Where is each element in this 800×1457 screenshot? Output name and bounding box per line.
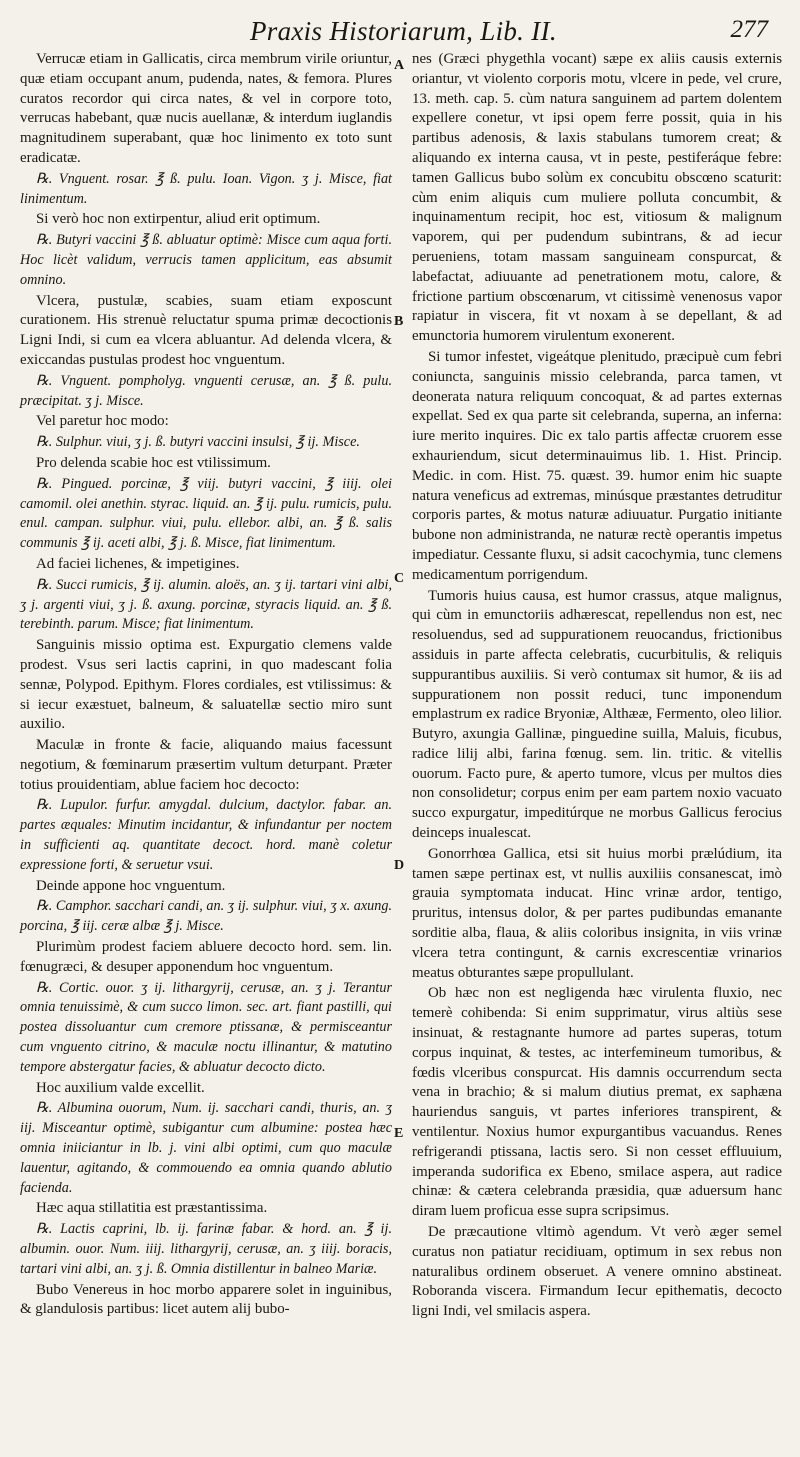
recipe-paragraph: ℞. Albumina ouorum, Num. ij. sacchari candi, thuris, an. ʒ iij. Misceantur optimè, subigantur cum albumine: postea hæc omnia iniiciantur in lb. j. vini albi optimi, cum quo maculæ lauentur, agitando, & commouendo ea omnia quando ablutio facienda. — [20, 1100, 392, 1196]
text-paragraph: Pro delenda scabie hoc est vtilissimum. — [36, 454, 271, 471]
margin-letter-b: B — [394, 314, 404, 329]
left-column — [20, 50, 392, 1321]
recipe-paragraph: ℞. Vnguent. pompholyg. vnguenti cerusæ, an. ℥ ß. pulu. præcipitat. ʒ j. Misce. — [20, 372, 392, 409]
recipe-paragraph: ℞. Sulphur. viui, ʒ j. ß. butyri vaccini insulsi, ℥ ij. Misce. — [36, 434, 360, 451]
page-number: 277 — [730, 16, 768, 43]
text-paragraph: Verrucæ etiam in Gallicatis, circa membrum virile oriuntur, quæ etiam occupant anum, pudenda, nates, & femora. Plures curatos recordor qui circa nates, & vel in corpore toto, verrucas habebant, quæ nucis auellanæ, & interdum iuglandis magnitudinem superabant, quæ hoc linimento ex toto sunt eradicatæ. — [20, 51, 392, 166]
page-header — [0, 10, 800, 46]
recipe-paragraph: ℞. Cortic. ouor. ʒ ij. lithargyrij, cerusæ, an. ʒ j. Terantur omnia tenuissimè, & cum succo limon. sec. art. fiant pastilli, qui postea dissoluantur cum cremore ptissanæ, & permisceantur cum vnguento citrino, & maculæ noctu illinantur, & matutino tempore abstergatur facies, & abluatur decocto dicto. — [20, 979, 392, 1075]
right-column — [412, 50, 782, 1323]
text-paragraph: Si tumor infestet, vigeátque plenitudo, præcipuè cum febri coniuncta, sanguinis missio celebranda, parca tamen, vt deonerata natura reliquum concoquat, & ad partes externas expellat. Sed ex qua parte sit celebranda, superna, an inferna: iure merito inquires. Dic ex talo partis affectæ cruorem esse exhauriendum, sicut determinauimus lib. 1. Hist. Princip. Medic. in com. Hist. 75. quæst. 39. humor enim hic suapte natura veneficus ad extremas, minúsque præstantes detruditur corporis partes, & motus naturæ adiuuatur. Purgatio initiante bubone non administranda, ne naturæ rectè operantis impetus impediatur. Cessante fluxu, si adsit cacochymia, tunc clemens medicamentum porrigendum. — [412, 348, 782, 583]
text-paragraph: De præcautione vltimò agendum. Vt verò æger semel curatus non patiatur recidiuam, optimum in sex rebus non naturalibus ordinem obseruet. A venere omnino abstineat. Roboranda viscera. Firmandum Iecur epithematis, decocto ligni Indi, vel smilacis aspera. — [412, 1224, 782, 1320]
text-paragraph: Sanguinis missio optima est. Expurgatio clemens valde prodest. Vsus seri lactis caprini, in quo madescant folia sennæ, Polypod. Epithym. Flores cordiales, est vtilissimus: & si iecur exæstuet, balneum, & saluatellæ sectio miro sunt auxilio. — [20, 637, 392, 733]
text-paragraph: Vel paretur hoc modo: — [36, 413, 169, 430]
recipe-paragraph: ℞. Camphor. sacchari candi, an. ʒ ij. sulphur. viui, ʒ x. axung. porcina, ℥ iij. ceræ albæ ℥ j. Misce. — [20, 898, 392, 935]
text-paragraph: Deinde appone hoc vnguentum. — [36, 877, 226, 894]
text-paragraph: Hæc aqua stillatitia est præstantissima. — [36, 1200, 268, 1217]
recipe-paragraph: ℞. Pingued. porcinæ, ℥ viij. butyri vaccini, ℥ iiij. olei camomil. olei anethin. styrac. liquid. an. ℥ ij. pulu. rumicis, pulu. enul. campan. sulphur. viui, pulu. ellebor. albi, an. ℥ ß. salis communis ℥ ij. aceti albi, ℥ j. ß. Misce, fiat linimentum. — [20, 475, 392, 552]
recipe-paragraph: ℞. Vnguent. rosar. ℥ ß. pulu. Ioan. Vigon. ʒ j. Misce, fiat linimentum. — [20, 170, 392, 207]
margin-letter-d: D — [394, 858, 405, 873]
text-paragraph: Gonorrhœa Gallica, etsi sit huius morbi prælúdium, ita tamen sæpe pertinax est, vt nullis auxiliis consanescat, imò grauia symptomata inducat. Hinc vrinæ ardor, tentigo, pruritus, intensus dolor, & per partes pudibundas emanante sorditie alba, flaua, & aliis coloribus insignita, in viis vrinæ vlcera tetra contingunt, & carnis excrescentiæ vrinarios meatus obturantes sæpe propullulant. — [412, 845, 782, 981]
margin-letter-e: E — [394, 1126, 404, 1141]
text-paragraph: Plurimùm prodest faciem abluere decocto hord. sem. lin. fœnugræci, & desuper apponendum hoc vnguentum. — [20, 939, 392, 975]
recipe-paragraph: ℞. Succi rumicis, ℥ ij. alumin. aloës, an. ʒ ij. tartari vini albi, ʒ j. argenti viui, ʒ j. ß. axung. porcinæ, styracis liquid. an. ℥ ß. terebinth. parum. Misce; fiat linimentum. — [20, 576, 392, 633]
text-paragraph: Si verò hoc non extirpentur, aliud erit optimum. — [36, 211, 321, 228]
text-paragraph: Vlcera, pustulæ, scabies, suam etiam exposcunt curationem. His strenuè reluctatur spuma primæ decoctionis Ligni Indi, si cum ea vlcera abluantur. Ad delenda vlcera, & exiccandas pustulas prodest hoc vnguentum. — [20, 292, 392, 368]
running-head: Praxis Historiarum, Lib. II. — [250, 16, 557, 46]
recipe-paragraph: ℞. Lactis caprini, lb. ij. farinæ fabar. & hord. an. ℥ ij. albumin. ouor. Num. iiij. lithargyrij, cerusæ, an. ʒ iiij. boracis, tartari vini albi, an. ʒ j. ß. Omnia distillentur in balneo Mariæ. — [20, 1221, 392, 1277]
text-paragraph: nes (Græci phygethla vocant) sæpe ex aliis causis externis oriantur, vt violento corporis motu, vlcere in pede, vel crure, 13. meth. cap. 5. cùm natura sanguinem ad partem dolentem expellere conetur, vt ipsi opem ferre possit, quia in his partibus adenosis, & laxis stabulans tumorem creat; & aliquando ex interna causa, vt in peste, pestiferáque febre: tamen Gallicus bubo solùm ex concubitu obscœno scaturit: cùm enim aliquis cum muliere polluta concumbit, & inquinamentum recipit, hoc est, vitiosum & malignum vaporem, qui per pudendum subintrans, & ad iecur perueniens, totam massam sanguineam conspurcat, & labefactat, adiuuante ad penetrationem motu, calore, & frictione partium obscœnarum, vt citissimè venenosus vapor rapiatur in viscera, fit vt noxam à se depellant, & ad emunctoria humorem virulentum exonerent. — [412, 51, 782, 345]
margin-letter-a: A — [394, 58, 405, 73]
text-paragraph: Ad faciei lichenes, & impetigines. — [36, 555, 240, 572]
text-paragraph: Tumoris huius causa, est humor crassus, atque malignus, qui cùm in emunctoriis adhærescat, repellendus non est, nec resoluendus, sed ad suppurationem reuocandus, frictionibus assiduis in parte affecta celebratis, cucurbitulis, & reliquis suppurantibus auxiliis. Si verò contumax sit humor, & iis ad suppurationem non possit reduci, tunc imponendum emplastrum ex radice Bryoniæ, Althææ, Fermento, oleo lilior. Butyro, axungia Gallinæ, pinguedine suilla, Maluis, ficubus, radice lilij albi, farina fœnug. sem. lin. tritic. & vitellis ouorum. Facto pure, & aperto tumore, vlcus per multos dies non consolidetur; corpus enim per eam partem noxio vacuato succo expurgatur, impeditúrque ne morbus Gallicus ferocius deinceps inualescat. — [412, 587, 782, 842]
text-paragraph: Maculæ in fronte & facie, aliquando maius facessunt negotium, & fœminarum præsertim vultum deturpant. Præter totius prouidentiam, ablue faciem hoc decocto: — [20, 737, 392, 793]
margin-letter-c: C — [394, 571, 405, 586]
text-paragraph: Ob hæc non est negligenda hæc virulenta fluxio, nec temerè cohibenda: Si enim supprimatur, virus altiùs sese insinuat, & restagnante humore ad partes superas, totum corpus inquinat, & testes, ac interfemineum tumoribus, & fœdis vlceribus conspurcat. His damnis occurrendum secta vena in brachio; & si malum diutius premat, ex saphæna hauriendus sanguis, vt partes inferiores transpirent, & ventilentur. Noxius humor expurgantibus vacuandus. Renes refrigerandi ptissana, lactis sero. Si non cesset effluuium, imperanda sudorifica ex Ebeno, smilace aspera, aut radice chinæ: & cætera celebranda præsidia, quæ aduersum hanc diram luem proficua esse supra scripsimus. — [412, 985, 782, 1220]
text-paragraph: Bubo Venereus in hoc morbo apparere solet in inguinibus, & glandulosis partibus: licet autem alij bubo- — [20, 1281, 392, 1318]
recipe-paragraph: ℞. Butyri vaccini ℥ ß. abluatur optimè: Misce cum aqua forti. Hoc licèt validum, verrucis tamen applicitum, eas absumit omnino. — [20, 232, 392, 288]
recipe-paragraph: ℞. Lupulor. furfur. amygdal. dulcium, dactylor. fabar. an. partes æquales: Minutim incidantur, & infundantur per noctem in sufficienti aq. quantitate decoct. hord. manè coletur expressione forti, & seruetur vsui. — [20, 797, 392, 873]
text-paragraph: Hoc auxilium valde excellit. — [36, 1079, 205, 1096]
